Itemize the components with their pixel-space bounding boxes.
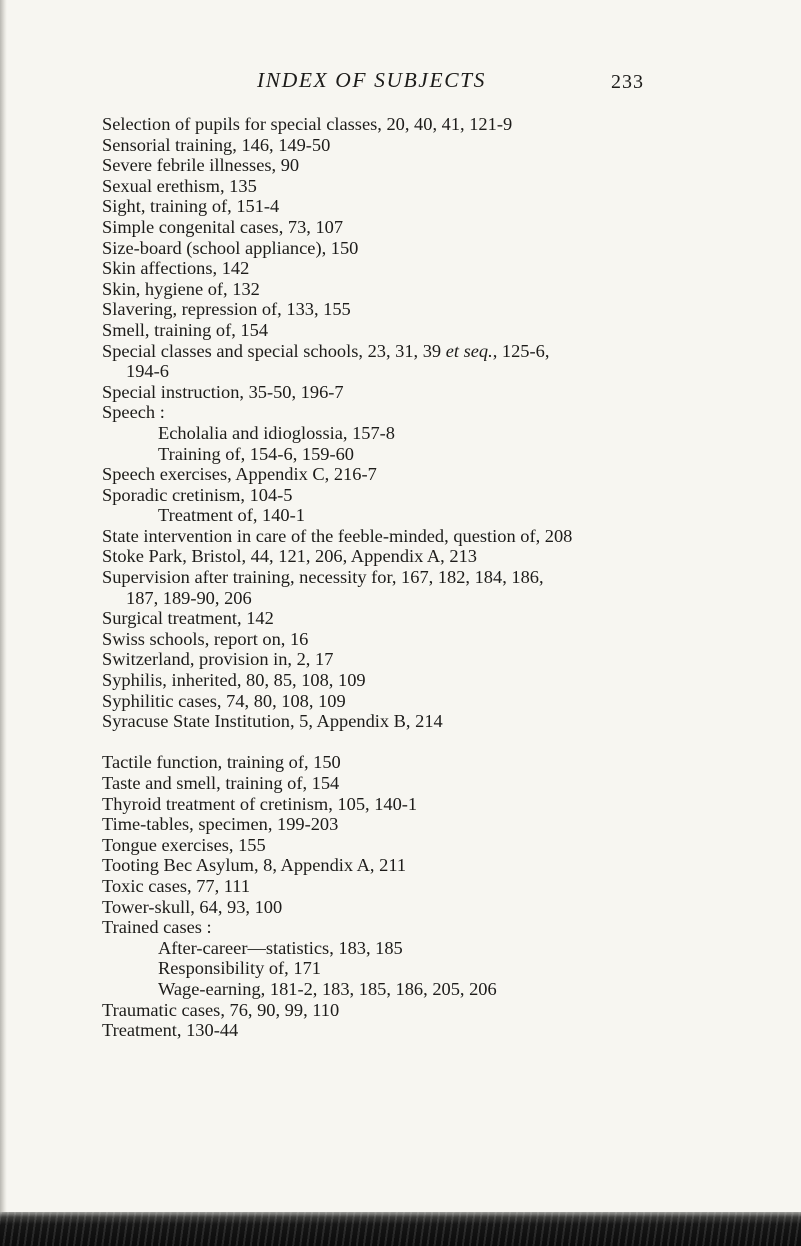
page-number: 233 (611, 71, 644, 93)
index-subentry: Treatment of, 140-1 (158, 505, 305, 526)
index-entry: Severe febrile illnesses, 90 (102, 155, 300, 176)
index-subentry: After-career—statistics, 183, 185 (158, 937, 403, 958)
index-entry: Sensorial training, 146, 149-50 (102, 134, 331, 155)
index-entry: Skin affections, 142 (102, 258, 250, 279)
index-entry-continuation: 187, 189-90, 206 (126, 587, 252, 608)
index-entries (0, 114, 801, 1041)
index-entry: Syphilitic cases, 74, 80, 108, 109 (102, 690, 346, 711)
index-entry: Selection of pupils for special classes, 20, 40, 41, 121-9 (102, 114, 513, 134)
index-entry: Stoke Park, Bristol, 44, 121, 206, Appendix A, 213 (102, 546, 477, 567)
index-entry: Thyroid treatment of cretinism, 105, 140-1 (102, 793, 418, 814)
index-entry: Skin, hygiene of, 132 (102, 278, 260, 299)
page-title: INDEX OF SUBJECTS (257, 68, 487, 92)
index-entry: Switzerland, provision in, 2, 17 (102, 649, 334, 670)
et-seq-abbreviation: et seq. (445, 340, 493, 361)
index-entry-line (102, 341, 801, 362)
index-subentry: Wage-earning, 181-2, 183, 185, 186, 205, 206 (158, 978, 497, 999)
index-entry-continuation: 194-6 (126, 361, 169, 382)
index-entry-text: Special classes and special schools, 23, 31, 39 (102, 340, 446, 361)
index-entry: Syphilis, inherited, 80, 85, 108, 109 (102, 670, 366, 691)
index-entry: Special instruction, 35-50, 196-7 (102, 381, 344, 402)
index-entry: Simple congenital cases, 73, 107 (102, 216, 344, 237)
index-entry-supervision (0, 567, 801, 608)
index-entry: Sporadic cretinism, 104-5 (102, 484, 293, 505)
index-subentry: Responsibility of, 171 (158, 958, 321, 979)
index-entry: Time-tables, specimen, 199-203 (102, 814, 339, 835)
index-entry-special-classes (0, 341, 801, 382)
index-entry: Tooting Bec Asylum, 8, Appendix A, 211 (102, 855, 407, 876)
index-entry: Speech : (102, 402, 165, 423)
index-entry: Trained cases : (102, 917, 212, 938)
section-gap (0, 732, 801, 753)
index-entry: Tactile function, training of, 150 (102, 752, 341, 773)
index-entry: Speech exercises, Appendix C, 216-7 (102, 464, 377, 485)
index-entry: State intervention in care of the feeble-minded, question of, 208 (102, 525, 573, 546)
index-entry: Slavering, repression of, 133, 155 (102, 299, 351, 320)
index-entry: Taste and smell, training of, 154 (102, 773, 340, 793)
index-entry: Tower-skull, 64, 93, 100 (102, 896, 283, 917)
index-entry: Sight, training of, 151-4 (102, 196, 280, 217)
index-entry: Toxic cases, 77, 111 (102, 875, 251, 896)
index-entry: Traumatic cases, 76, 90, 99, 110 (102, 999, 340, 1020)
index-entry-text: , 125-6, (492, 340, 550, 361)
index-entry: Swiss schools, report on, 16 (102, 628, 309, 649)
index-entry: Size-board (school appliance), 150 (102, 237, 359, 258)
index-subentry: Training of, 154-6, 159-60 (158, 443, 354, 464)
index-entry: Sexual erethism, 135 (102, 175, 257, 196)
scan-bottom-edge (0, 1212, 801, 1246)
index-entry: Treatment, 130-44 (102, 1020, 239, 1041)
index-entry-line: Supervision after training, necessity for, 167, 182, 184, 186, (102, 567, 544, 588)
index-entry: Surgical treatment, 142 (102, 608, 274, 629)
index-entry: Smell, training of, 154 (102, 319, 269, 340)
index-entry: Syracuse State Institution, 5, Appendix B, 214 (102, 711, 443, 732)
index-subentry: Echolalia and idioglossia, 157-8 (158, 422, 395, 443)
index-entry: Tongue exercises, 155 (102, 834, 266, 855)
running-head (0, 68, 801, 96)
